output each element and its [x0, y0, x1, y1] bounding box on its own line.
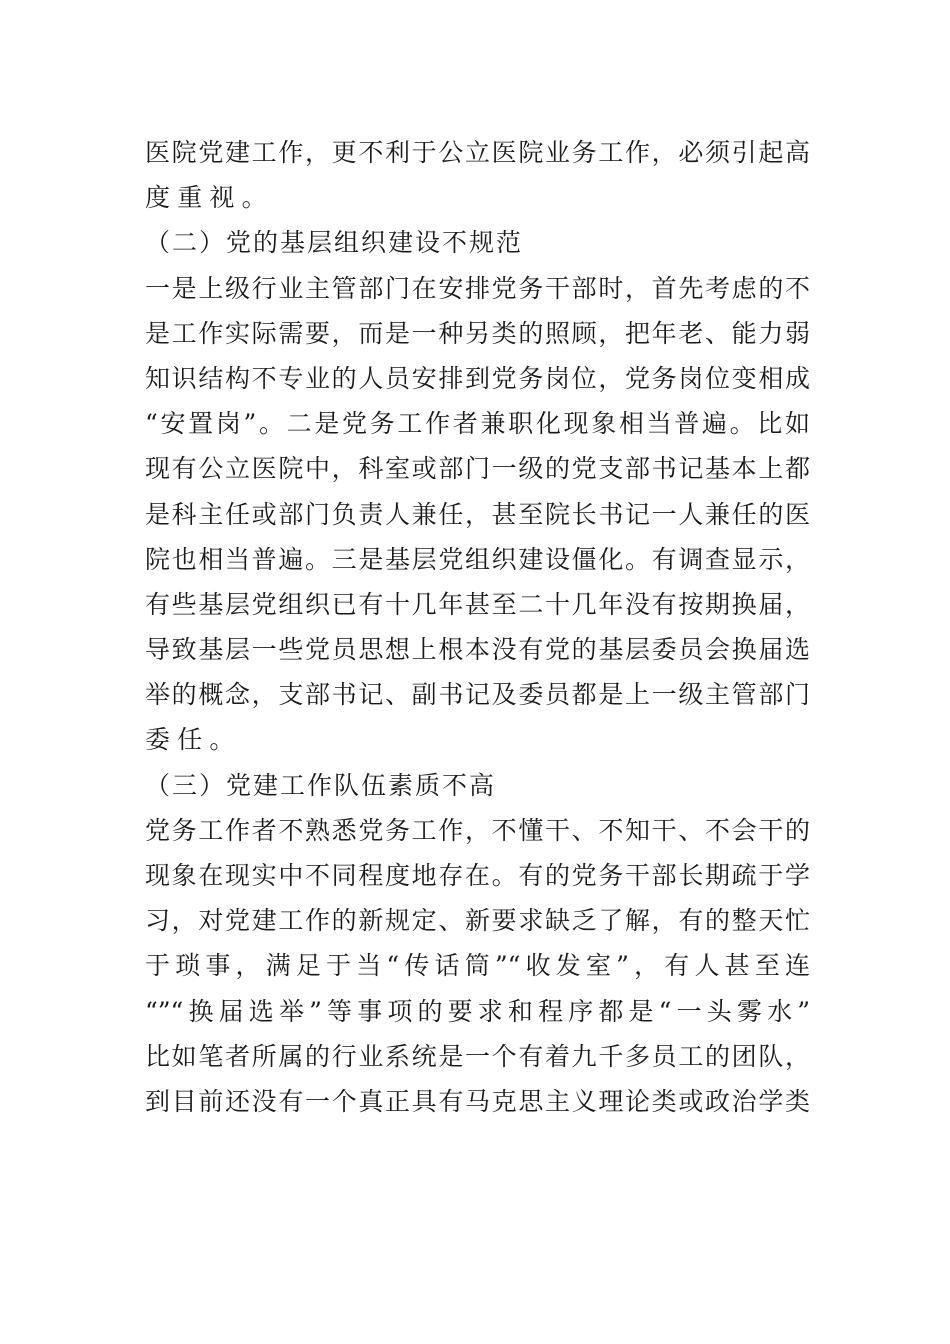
section-heading: （三）党建工作队伍素质不高 [145, 770, 497, 800]
text-line: 比如笔者所属的行业系统是一个有着九千多员工的团队， [145, 1041, 810, 1071]
text-line: 有些基层党组织已有十几年甚至二十几年没有按期换届， [145, 589, 810, 619]
text-line: 党务工作者不熟悉党务工作，不懂干、不知干、不会干的 [145, 815, 810, 845]
text-line: 知识结构不专业的人员安排到党务岗位，党务岗位变相成 [145, 363, 810, 393]
text-line: 是科主任或部门负责人兼任，甚至院长书记一人兼任的医 [145, 499, 810, 529]
text-line: 是工作实际需要，而是一种另类的照顾，把年老、能力弱 [145, 318, 810, 348]
text-line: 度重视。 [145, 183, 274, 213]
text-line: “”“换届选举”等事项的要求和程序都是“一头雾水” [145, 996, 810, 1026]
text-line: 习，对党建工作的新规定、新要求缺乏了解，有的整天忙 [145, 906, 810, 936]
text-line: “安置岗”。二是党务工作者兼职化现象相当普遍。比如 [145, 409, 810, 439]
text-line: 到目前还没有一个真正具有马克思主义理论类或政治学类 [145, 1086, 810, 1116]
body-text [145, 130, 810, 1124]
text-line: 医院党建工作，更不利于公立医院业务工作，必须引起高 [145, 138, 810, 167]
section-heading: （二）党的基层组织建设不规范 [145, 228, 524, 258]
text-line: 于琐事，满足于当“传话筒”“收发室”，有人甚至连 [145, 951, 810, 981]
text-line: 现象在现实中不同程度地存在。有的党务干部长期疏于学 [145, 861, 810, 890]
text-line: 现有公立医院中，科室或部门一级的党支部书记基本上都 [145, 454, 810, 484]
text-line: 院也相当普遍。三是基层党组织建设僵化。有调查显示， [145, 544, 810, 574]
text-line: 举的概念，支部书记、副书记及委员都是上一级主管部门 [145, 680, 810, 710]
text-line: 导致基层一些党员思想上根本没有党的基层委员会换届选 [145, 635, 810, 665]
text-line: 委任。 [145, 725, 242, 755]
text-line: 一是上级行业主管部门在安排党务干部时，首先考虑的不 [145, 273, 810, 303]
